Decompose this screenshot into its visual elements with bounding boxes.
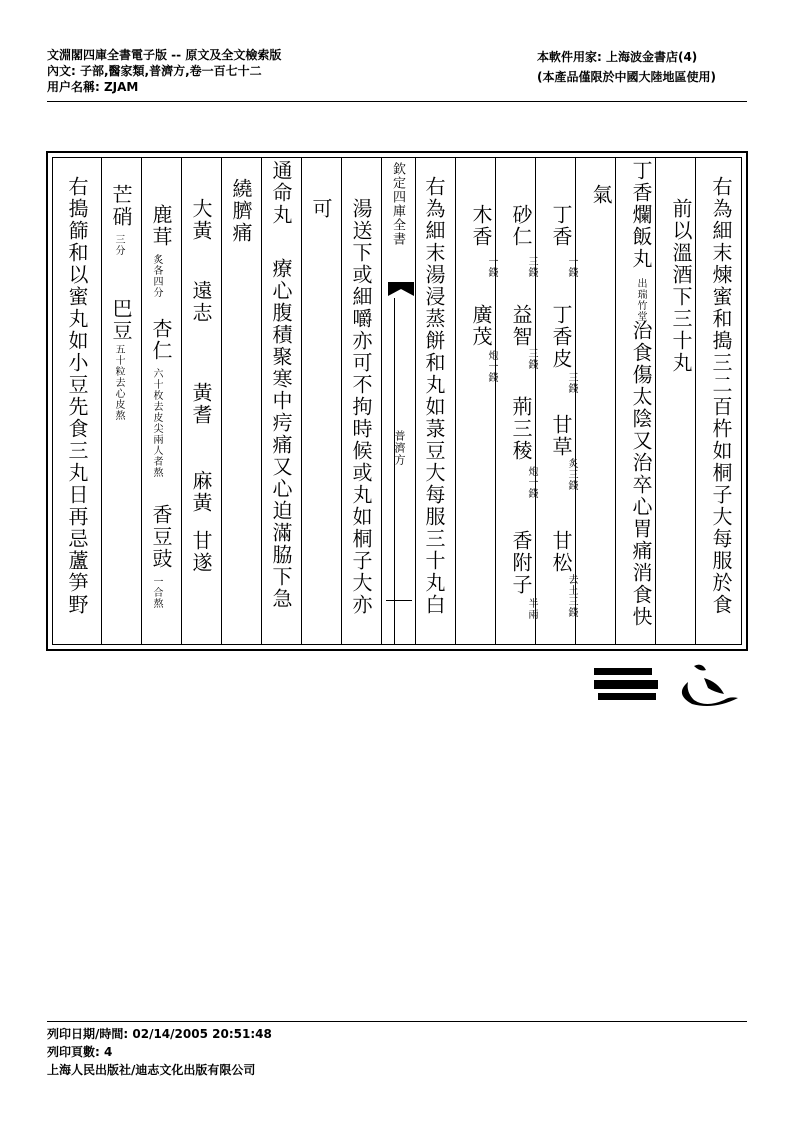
fish-tail-mark-icon [388,282,414,298]
herb-dose: 三分 [113,234,124,256]
herb-name: 麻黃 [189,470,213,514]
column-rule [535,158,536,644]
herb-name: 甘草 [549,414,573,458]
column-rule [655,158,656,644]
column-rule [261,158,262,644]
header-left [47,47,281,95]
column-rule [495,158,496,644]
column-rule [181,158,182,644]
text-column: 通命丸 [269,160,293,226]
print-pages-label: 列印頁數: [47,1045,100,1059]
column-rule [301,158,302,644]
text-column: 可 [309,198,333,220]
header-right [537,47,716,87]
herb-name: 荊三稜 [509,396,533,462]
herb-name: 丁香皮 [549,304,573,370]
text-column: 繞臍痛 [229,178,253,244]
herb-dose: 炙三錢 [566,458,577,491]
herb-name: 甘遂 [189,530,213,574]
herb-name: 益智 [509,304,533,348]
herb-dose: 一錢 [486,256,497,278]
print-datetime: 02/14/2005 20:51:48 [132,1027,272,1041]
book-page [46,151,748,651]
herb-dose: 半兩 [526,598,537,620]
herb-dose: 三錢 [526,348,537,370]
gutter-title: 欽定四庫全書 [390,162,405,246]
herb-dose: 三錢 [566,372,577,394]
content-path: 內文: 子部,醫家類,普濟方,卷一百七十二 [47,64,262,78]
app-title: 文淵閣四庫全書電子版 -- 原文及全文檢索版 [47,48,282,62]
herb-name: 遠志 [189,280,213,324]
column-rule [341,158,342,644]
herb-dose: 五十粒去心皮熬 [113,344,124,421]
herb-name: 芒硝 [109,184,133,228]
publisher: 上海人民出版社/迪志文化出版有限公司 [47,1063,256,1077]
column-rule [415,158,416,644]
gutter-subtitle: 普濟方 [393,430,406,466]
herb-dose: 炮一錢 [526,466,537,499]
print-datetime-row [47,1025,272,1043]
herb-name: 大黃 [189,198,213,242]
footer-divider [47,1021,747,1022]
herb-dose: 六十枚去皮尖兩人者熬 [151,368,162,478]
licensee: 本軟件用家: 上海波金書店(4) [537,50,698,64]
column-rule [101,158,102,644]
print-datetime-label: 列印日期/時間: [47,1027,129,1041]
text-column: 丁香爛飯丸 [629,160,653,270]
footer [47,1025,272,1079]
column-rule [381,158,382,644]
herb-name: 甘松 [549,530,573,574]
column-rule [615,158,616,644]
herb-dose: 去土三錢 [566,574,577,618]
herb-name: 香附子 [509,530,533,596]
user-name: 用户名稱: ZJAM [47,80,139,94]
print-pages-row [47,1043,272,1061]
herb-name: 廣茂 [469,304,493,348]
herb-name: 香豆豉 [149,504,173,570]
text-column: 氣 [589,184,613,206]
herb-name: 杏仁 [149,318,173,362]
text-column: 療心腹積聚寒中疞痛又心迫滿脇下急 [269,258,293,610]
column-rule [575,158,576,644]
herb-dose: 一合熬 [151,576,162,609]
text-column: 右搗篩和以蜜丸如小豆先食三丸日再忌蘆笋野 [65,176,89,616]
book-page-inner [52,157,742,645]
text-column: 治食傷太陰又治卒心胃痛消食快 [629,320,653,628]
print-pages: 4 [104,1045,113,1059]
publisher-seal-icon [588,660,748,710]
text-column: 右為細末湯浸蒸餅和丸如菉豆大每服三十丸白 [422,176,446,616]
herb-name: 砂仁 [509,204,533,248]
column-rule [141,158,142,644]
herb-name: 巴豆 [109,298,133,342]
text-column: 右為細末煉蜜和搗三二百杵如桐子大每服於食 [709,176,733,616]
annotation: 出瑞竹堂 [635,278,646,322]
herb-name: 木香 [469,204,493,248]
column-rule [695,158,696,644]
herb-dose: 三錢 [526,256,537,278]
header-divider [47,101,747,102]
gutter-mark [386,600,412,601]
text-column: 湯送下或細嚼亦可不拘時候或丸如桐子大亦 [349,198,373,616]
region-note: (本產品僅限於中國大陸地區使用) [537,70,716,84]
herb-dose: 一錢 [566,256,577,278]
herb-name: 黃耆 [189,382,213,426]
herb-dose: 炮一錢 [486,350,497,383]
herb-name: 鹿茸 [149,204,173,248]
text-column: 前以溫酒下三十丸 [669,198,693,374]
herb-dose: 炙各四分 [151,254,162,298]
herb-name: 丁香 [549,204,573,248]
column-rule [221,158,222,644]
column-rule [455,158,456,644]
gutter-rule [394,298,395,644]
